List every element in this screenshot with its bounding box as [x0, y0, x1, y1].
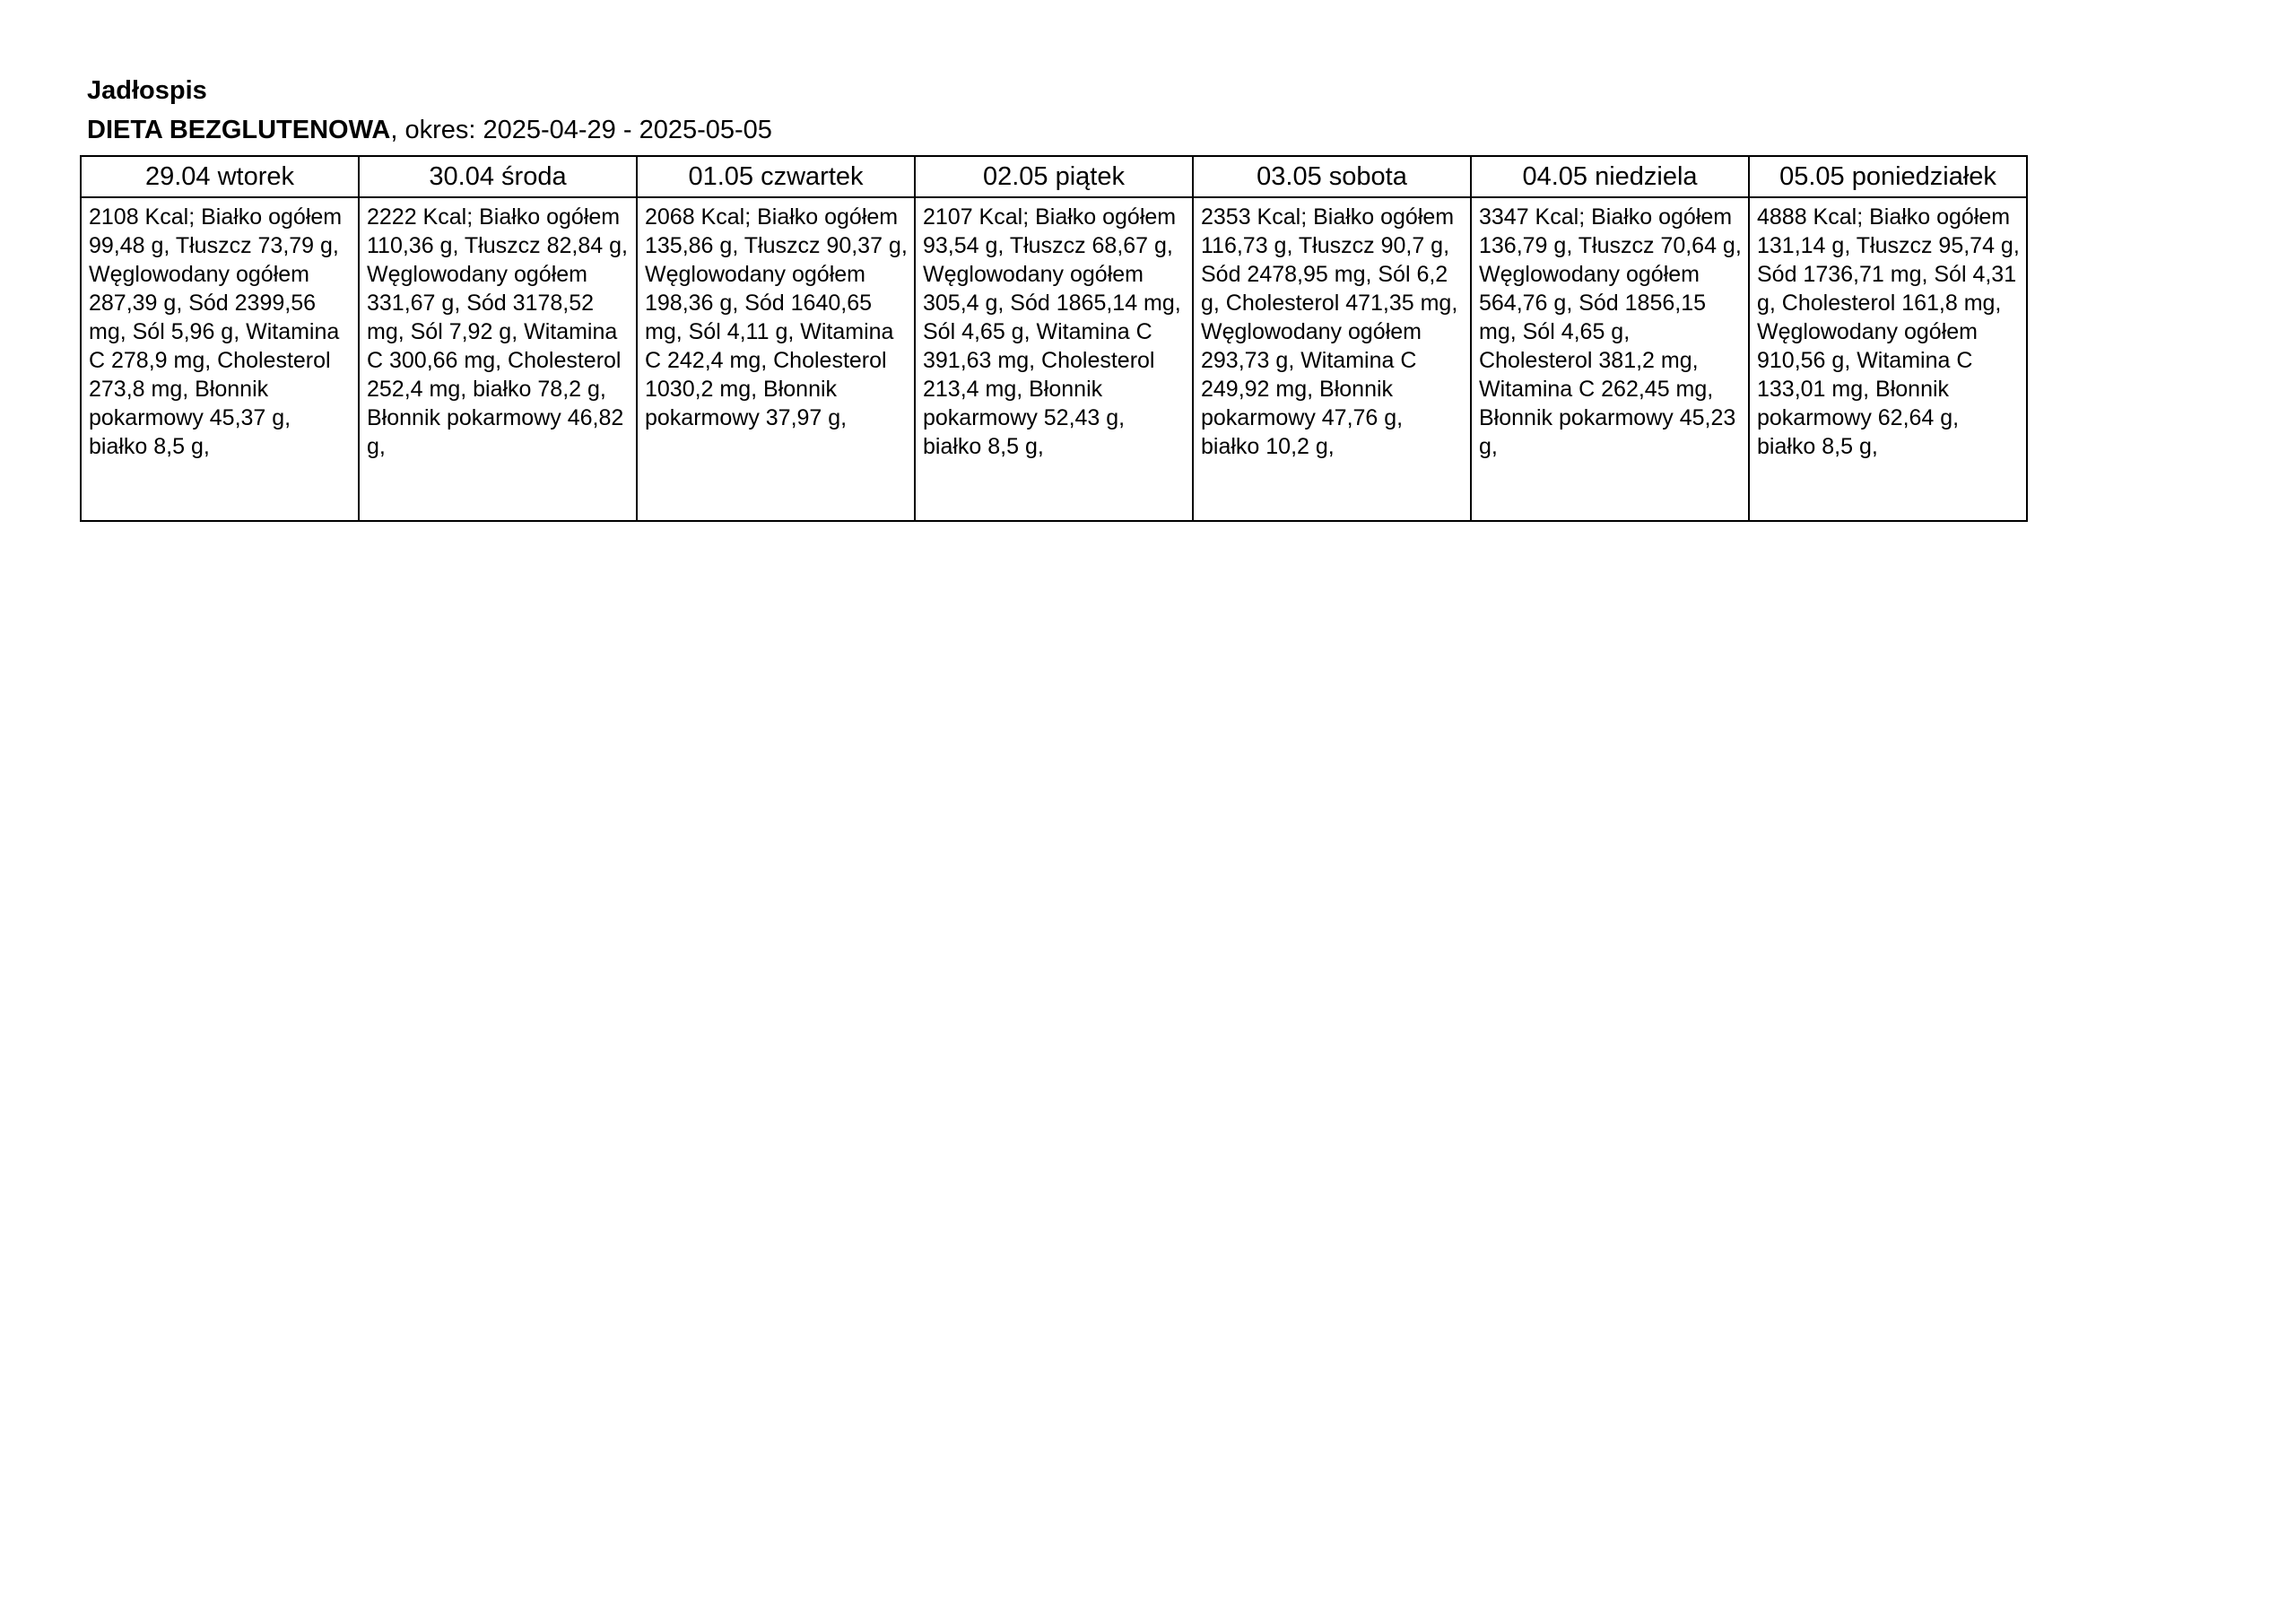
- table-row: [81, 197, 2027, 521]
- document-title: Jadłospis: [87, 76, 207, 105]
- period-text: , okres: 2025-04-29 - 2025-05-05: [390, 116, 772, 144]
- nutrition-cell-day-3: 2068 Kcal; Białko ogółem 135,86 g, Tłuszcz 90,37 g, Węglowodany ogółem 198,36 g, Sód 1640,65 mg, Sól 4,11 g, Witamina C 242,4 mg, Cholesterol 1030,2 mg, Błonnik pokarmowy 37,97 g,: [637, 197, 915, 521]
- nutrition-cell-day-7: 4888 Kcal; Białko ogółem 131,14 g, Tłuszcz 95,74 g, Sód 1736,71 mg, Sól 4,31 g, Cholesterol 161,8 mg, Węglowodany ogółem 910,56 g, Witamina C 133,01 mg, Błonnik pokarmowy 62,64 g, białko 8,5 g,: [1749, 197, 2027, 521]
- column-header-day-4: 02.05 piątek: [915, 156, 1193, 197]
- nutrition-cell-day-1: 2108 Kcal; Białko ogółem 99,48 g, Tłuszcz 73,79 g, Węglowodany ogółem 287,39 g, Sód 2399,56 mg, Sól 5,96 g, Witamina C 278,9 mg, Cholesterol 273,8 mg, Błonnik pokarmowy 45,37 g, białko 8,5 g,: [81, 197, 359, 521]
- column-header-day-1: 29.04 wtorek: [81, 156, 359, 197]
- document-subtitle: [87, 115, 772, 145]
- column-header-day-7: 05.05 poniedziałek: [1749, 156, 2027, 197]
- nutrition-cell-day-6: 3347 Kcal; Białko ogółem 136,79 g, Tłuszcz 70,64 g, Węglowodany ogółem 564,76 g, Sód 1856,15 mg, Sól 4,65 g, Cholesterol 381,2 mg, Witamina C 262,45 mg, Błonnik pokarmowy 45,23 g,: [1471, 197, 1749, 521]
- nutrition-cell-day-5: 2353 Kcal; Białko ogółem 116,73 g, Tłuszcz 90,7 g, Sód 2478,95 mg, Sól 6,2 g, Cholesterol 471,35 mg, Węglowodany ogółem 293,73 g, Witamina C 249,92 mg, Błonnik pokarmowy 47,76 g, białko 10,2 g,: [1193, 197, 1471, 521]
- column-header-day-6: 04.05 niedziela: [1471, 156, 1749, 197]
- nutrition-cell-day-4: 2107 Kcal; Białko ogółem 93,54 g, Tłuszcz 68,67 g, Węglowodany ogółem 305,4 g, Sód 1865,14 mg, Sól 4,65 g, Witamina C 391,63 mg, Cholesterol 213,4 mg, Błonnik pokarmowy 52,43 g, białko 8,5 g,: [915, 197, 1193, 521]
- column-header-day-3: 01.05 czwartek: [637, 156, 915, 197]
- diet-name: DIETA BEZGLUTENOWA: [87, 116, 391, 144]
- nutrition-table: [80, 155, 2028, 522]
- nutrition-cell-day-2: 2222 Kcal; Białko ogółem 110,36 g, Tłuszcz 82,84 g, Węglowodany ogółem 331,67 g, Sód 3178,52 mg, Sól 7,92 g, Witamina C 300,66 mg, Cholesterol 252,4 mg, białko 78,2 g, Błonnik pokarmowy 46,82 g,: [359, 197, 637, 521]
- column-header-day-5: 03.05 sobota: [1193, 156, 1471, 197]
- header-row: [81, 156, 2027, 197]
- column-header-day-2: 30.04 środa: [359, 156, 637, 197]
